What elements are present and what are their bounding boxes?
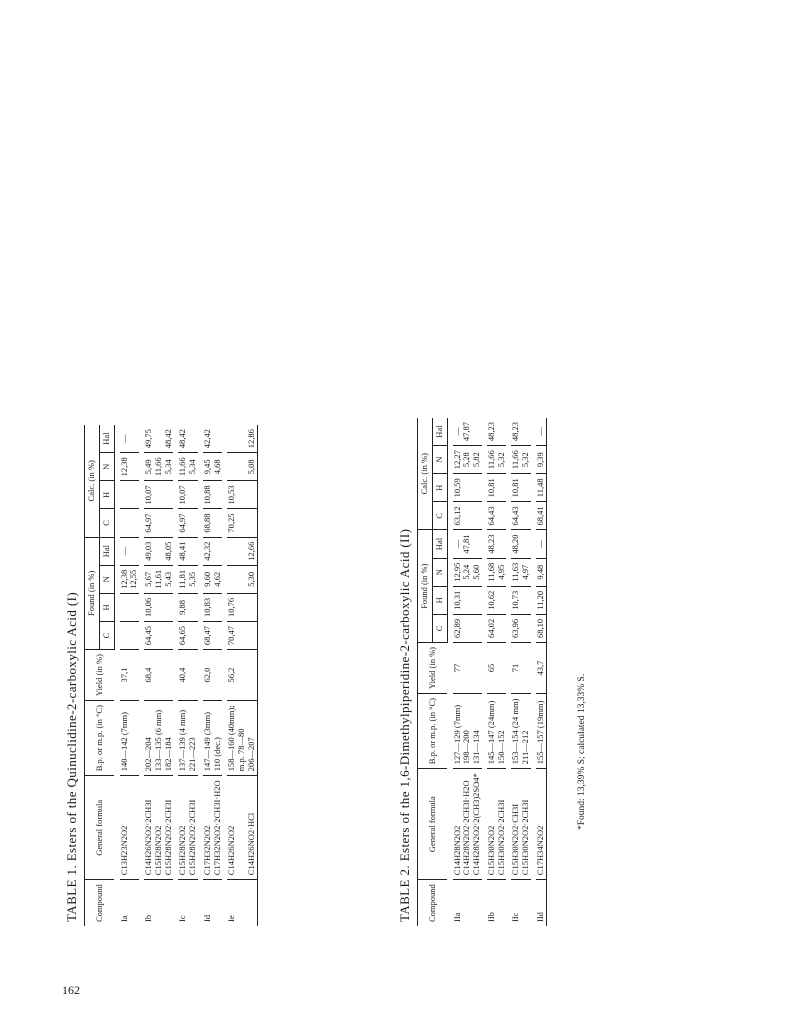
table-row [536,418,546,926]
cell-compound: Id [201,914,212,922]
cell-formula: C13H23N2O2 [120,776,140,880]
col-found-hal: Hal [432,530,447,558]
col-yield: Yield (in %) [85,650,115,701]
cell-fn: 12,38 12,55 [120,565,140,593]
cell-cc: 68,41 [536,502,546,530]
cell-bp: 145—147 (24mm) 150—152 [487,694,507,769]
table-2 [417,418,547,926]
col-found-h: H [432,586,447,614]
footnote: *Found: 13,39% S; calculated 13,33% S. [577,673,587,830]
col-calc-h: H [99,481,114,509]
cell-cn: 11,66 5,34 [178,453,198,481]
cell-fn: 11,63 4,97 [511,558,531,586]
cell-cn: 11,66 5,32 [511,446,531,474]
col-calc-hal: Hal [99,425,114,453]
cell-ch: 10,81 [487,474,507,502]
cell-fc: 64,02 [487,614,507,642]
cell-fn: 12,95 5,24 5,60 [453,558,482,586]
cell-fhal: 48,41 [178,537,198,565]
cell-ch: 11,48 [536,474,546,502]
cell-fhal: 48,20 [511,530,531,558]
cell-cc: 70,25 [227,509,257,537]
col-calc: Calc. (in %) [418,418,433,530]
cell-formula: C15H30N2O2 C15H30N2O2·2CH3I [487,769,507,880]
cell-bp: 140—142 (7mm) [120,701,140,776]
table-2-caption: TABLE 2. Esters of the 1,6-Dimethylpiperidine-2-carboxylic Acid (II) [397,528,412,922]
cell-fn: 11,81 5,35 [178,565,198,593]
cell-fhal: — [536,530,546,558]
cell-formula: C17H32N2O2 C17H32N2O2·2CH3I·H2O [203,776,223,880]
cell-ch [120,481,140,509]
cell-chal: — [536,418,546,446]
cell-fc: 68,47 [203,621,223,649]
col-formula: General formula [85,776,115,880]
cell-compound: Ib [143,914,154,922]
cell-cn: 11,66 5,32 [487,446,507,474]
cell-cc: 64,43 [511,502,531,530]
col-found: Found (in %) [85,537,100,650]
cell-compound: Ic [177,915,188,922]
table-row [120,425,140,926]
cell-formula: C15H28N2O2 C15H28N2O2·2CH3I [178,776,198,880]
cell-fn: 5,30 [227,565,257,593]
page-number: 162 [62,983,80,997]
cell-bp: 147—149 (3mm) 110 (dec.) [203,701,223,776]
col-compound: Compound [85,880,115,926]
col-calc-n: N [99,453,114,481]
cell-chal: 49,75 48,42 [144,425,173,453]
cell-formula: C17H34N2O2 [536,769,546,880]
cell-fn: 9,48 [536,558,546,586]
cell-compound: Ie [227,880,257,926]
col-calc-c: C [99,509,114,537]
col-found-h: H [99,593,114,621]
col-calc-n: N [432,446,447,474]
table-row [144,425,173,926]
cell-compound: IIa [451,912,462,922]
cell-chal: — 47,87 [453,418,482,446]
cell-formula: C14H26N2O2 C14H26NO2·HCl [227,776,257,880]
col-formula: General formula [418,769,448,880]
cell-yield: 77 [453,642,482,693]
col-compound: Compound [418,880,448,926]
cell-yield: 65 [487,642,507,693]
col-found-c: C [99,621,114,649]
table-row [453,418,482,926]
table-row [487,418,507,926]
cell-fc: 68,10 [536,614,546,642]
col-bp: B.p. or m.p. (in °C) [85,701,115,776]
cell-cc: 64,43 [487,502,507,530]
cell-cn: 9,45 4,68 [203,453,223,481]
cell-cc: 63,12 [453,502,482,530]
cell-fh: 10,31 [453,586,482,614]
table-2-block [397,156,597,926]
cell-chal: 48,42 [178,425,198,453]
cell-bp: 153—154 (24 mm) 211—212 [511,694,531,769]
table-1-block [64,126,269,926]
col-found-hal: Hal [99,537,114,565]
cell-fh: 11,20 [536,586,546,614]
cell-chal: — [120,425,140,453]
col-calc-hal: Hal [432,418,447,446]
cell-chal: 48,23 [487,418,507,446]
cell-cn: 9,39 [536,446,546,474]
cell-cn: 5,49 11,66 5,34 [144,453,173,481]
cell-cn: 12,27 5,28 5,82 [453,446,482,474]
cell-compound: IId [536,880,546,926]
cell-bp: 137—139 (4 mm) 221—223 [178,701,198,776]
cell-fhal: 12,66 [227,537,257,565]
cell-fn: 5,67 11,61 5,43 [144,565,173,593]
col-calc-c: C [432,502,447,530]
table-row [511,418,531,926]
col-found: Found (in %) [418,530,433,643]
cell-yield: 56,2 [227,650,257,701]
cell-fc: 62,89 [453,614,482,642]
table-1-caption: TABLE 1. Esters of the Quinuclidine-2-carboxylic Acid (I) [64,591,79,922]
cell-compound: IIc [510,912,521,922]
cell-ch: 10,59 [453,474,482,502]
cell-fh: 9,88 [178,593,198,621]
cell-fc [120,621,140,649]
col-found-n: N [432,558,447,586]
cell-cn: 12,38 [120,453,140,481]
cell-fc: 63,96 [511,614,531,642]
cell-cc: 64,97 [144,509,173,537]
cell-yield: 37,1 [120,650,140,701]
cell-bp: 202—204 133—135 (6 mm) 182—184 [144,701,173,776]
cell-yield: 43,7 [536,642,546,693]
cell-fh: 10,83 [203,593,223,621]
cell-bp: 155—157 (19mm) [536,694,546,769]
table-row [178,425,198,926]
cell-fc: 64,65 [178,621,198,649]
cell-chal: 42,42 [203,425,223,453]
cell-compound: IIb [485,912,496,922]
cell-fh: 10,73 [511,586,531,614]
cell-fhal: — [120,537,140,565]
cell-fhal: — 47,81 [453,530,482,558]
cell-bp: 127—129 (7mm) 198—200 131—134 [453,694,482,769]
cell-yield: 71 [511,642,531,693]
cell-cc: 64,97 [178,509,198,537]
cell-cn: 5,08 [227,453,257,481]
cell-yield: 68,4 [144,650,173,701]
cell-fc: 70,47 [227,621,257,649]
col-bp: B.p. or m.p. (in °C) [418,694,448,769]
col-found-n: N [99,565,114,593]
cell-fhal: 42,32 [203,537,223,565]
table-1-body [114,425,257,926]
col-found-c: C [432,614,447,642]
cell-cc: 68,88 [203,509,223,537]
cell-bp: 158—160 (40mm); m.p. 78—80 206—207 [227,701,257,776]
cell-formula: C15H30N2O2·CH3I C15H30N2O2·2CH3I [511,769,531,880]
cell-fh [120,593,140,621]
cell-fc: 64,45 [144,621,173,649]
cell-fn: 11,68 4,95 [487,558,507,586]
col-calc: Calc. (in %) [85,425,100,537]
cell-formula: C14H28N2O2 C14H28N2O2·2CH3I·H2O C14H28N2O2·2(CH3)2SO4* [453,769,482,880]
table-row [227,425,257,926]
cell-ch: 10,07 [178,481,198,509]
cell-cc [120,509,140,537]
table-1 [84,425,258,926]
cell-chal: 12,86 [227,425,257,453]
cell-yield: 40,4 [178,650,198,701]
cell-ch: 10,81 [511,474,531,502]
cell-ch: 10,07 [144,481,173,509]
cell-formula: C14H26N2O2·2CH3I C15H28N2O2 C15H28N2O2·2CH3I [144,776,173,880]
cell-ch: 10,88 [203,481,223,509]
cell-yield: 62,0 [203,650,223,701]
cell-fh: 10,62 [487,586,507,614]
table-2-body [447,418,546,926]
col-calc-h: H [432,474,447,502]
cell-fhal: 48,23 [487,530,507,558]
table-row [203,425,223,926]
cell-chal: 48,23 [511,418,531,446]
cell-fh: 10,06 [144,593,173,621]
cell-compound: Ia [118,915,129,922]
cell-fh: 10,76 [227,593,257,621]
cell-ch: 10,53 [227,481,257,509]
col-yield: Yield (in %) [418,642,448,693]
cell-fhal: 49,03 48,05 [144,537,173,565]
cell-fn: 9,60 4,62 [203,565,223,593]
